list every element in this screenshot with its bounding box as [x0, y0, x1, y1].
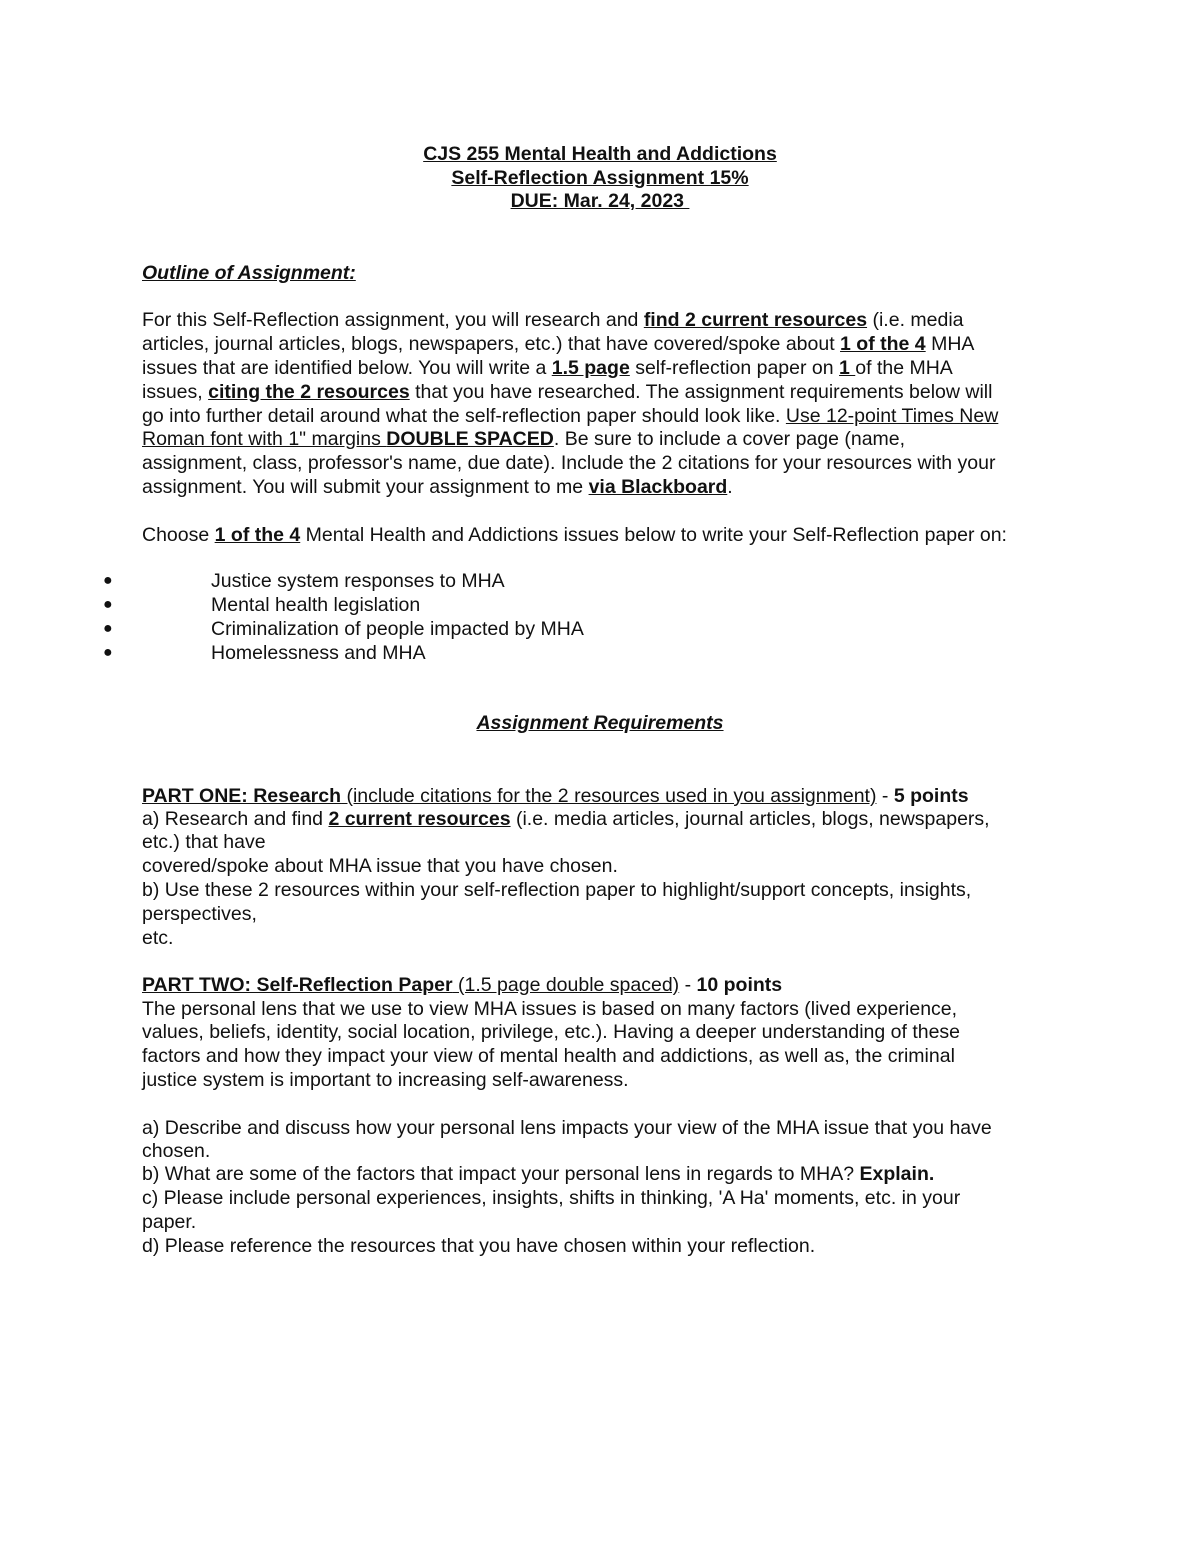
outline-line-1: For this Self-Reflection assignment, you will research and find 2 current resources (i.e. media	[142, 309, 964, 331]
choose-instruction: Choose 1 of the 4 Mental Health and Addictions issues below to write your Self-Reflection paper on:	[142, 524, 1007, 546]
list-item-label: Criminalization of people impacted by MHA	[211, 618, 584, 640]
outline-line-6: Roman font with 1" margins DOUBLE SPACED. Be sure to include a cover page (name,	[142, 428, 906, 450]
bullet-icon: ●	[103, 644, 113, 661]
part-one-b-line-2: perspectives,	[142, 903, 257, 925]
part-two-heading: PART TWO: Self-Reflection Paper (1.5 page double spaced) - 10 points	[142, 974, 783, 996]
question-c-line-1: c) Please include personal experiences, insights, shifts in thinking, 'A Ha' moments, etc. in your	[142, 1187, 961, 1209]
question-c-line-2: paper.	[142, 1211, 197, 1233]
part-one-a-line-1: a) Research and find 2 current resources (i.e. media articles, journal articles, blogs, newspapers,	[142, 808, 990, 830]
bullet-icon: ●	[103, 620, 113, 637]
outline-line-8: assignment. You will submit your assignment to me via Blackboard.	[142, 476, 733, 498]
document-title: CJS 255 Mental Health and Addictions	[423, 143, 777, 165]
outline-line-3: issues that are identified below. You will write a 1.5 page self-reflection paper on 1 of the MHA	[142, 357, 953, 379]
part-two-text-line-1: The personal lens that we use to view MHA issues is based on many factors (lived experience,	[142, 998, 958, 1020]
part-two-text-line-4: justice system is important to increasing self-awareness.	[142, 1069, 629, 1091]
question-d: d) Please reference the resources that you have chosen within your reflection.	[142, 1235, 816, 1257]
outline-line-2: articles, journal articles, blogs, newspapers, etc.) that have covered/spoke about 1 of the 4 MHA	[142, 333, 975, 355]
part-one-a-line-3: covered/spoke about MHA issue that you have chosen.	[142, 855, 618, 877]
question-a-line-2: chosen.	[142, 1140, 211, 1162]
outline-line-4: issues, citing the 2 resources that you have researched. The assignment requirements below will	[142, 381, 993, 403]
document-subtitle: Self-Reflection Assignment 15%	[451, 167, 749, 189]
part-one-b-line-3: etc.	[142, 927, 174, 949]
outline-heading: Outline of Assignment:	[142, 262, 356, 284]
outline-line-7: assignment, class, professor's name, due date). Include the 2 citations for your resources with your	[142, 452, 996, 474]
bullet-icon: ●	[103, 596, 113, 613]
question-b: b) What are some of the factors that impact your personal lens in regards to MHA? Explain.	[142, 1163, 935, 1185]
part-one-a-line-2: etc.) that have	[142, 831, 266, 853]
due-date: DUE: Mar. 24, 2023	[510, 190, 690, 212]
part-one-heading: PART ONE: Research (include citations for the 2 resources used in you assignment) - 5 points	[142, 785, 969, 807]
list-item-label: Homelessness and MHA	[211, 642, 426, 664]
list-item-label: Mental health legislation	[211, 594, 421, 616]
list-item-label: Justice system responses to MHA	[211, 570, 505, 592]
part-two-text-line-2: values, beliefs, identity, social location, privilege, etc.). Having a deeper understanding of these	[142, 1021, 961, 1043]
question-a-line-1: a) Describe and discuss how your personal lens impacts your view of the MHA issue that you have	[142, 1117, 992, 1139]
part-one-b-line-1: b) Use these 2 resources within your self-reflection paper to highlight/support concepts, insights,	[142, 879, 972, 901]
requirements-heading: Assignment Requirements	[476, 712, 724, 734]
bullet-icon: ●	[103, 572, 113, 589]
outline-line-5: go into further detail around what the self-reflection paper should look like. Use 12-point Times New	[142, 405, 999, 427]
part-two-text-line-3: factors and how they impact your view of mental health and addictions, as well as, the criminal	[142, 1045, 955, 1067]
